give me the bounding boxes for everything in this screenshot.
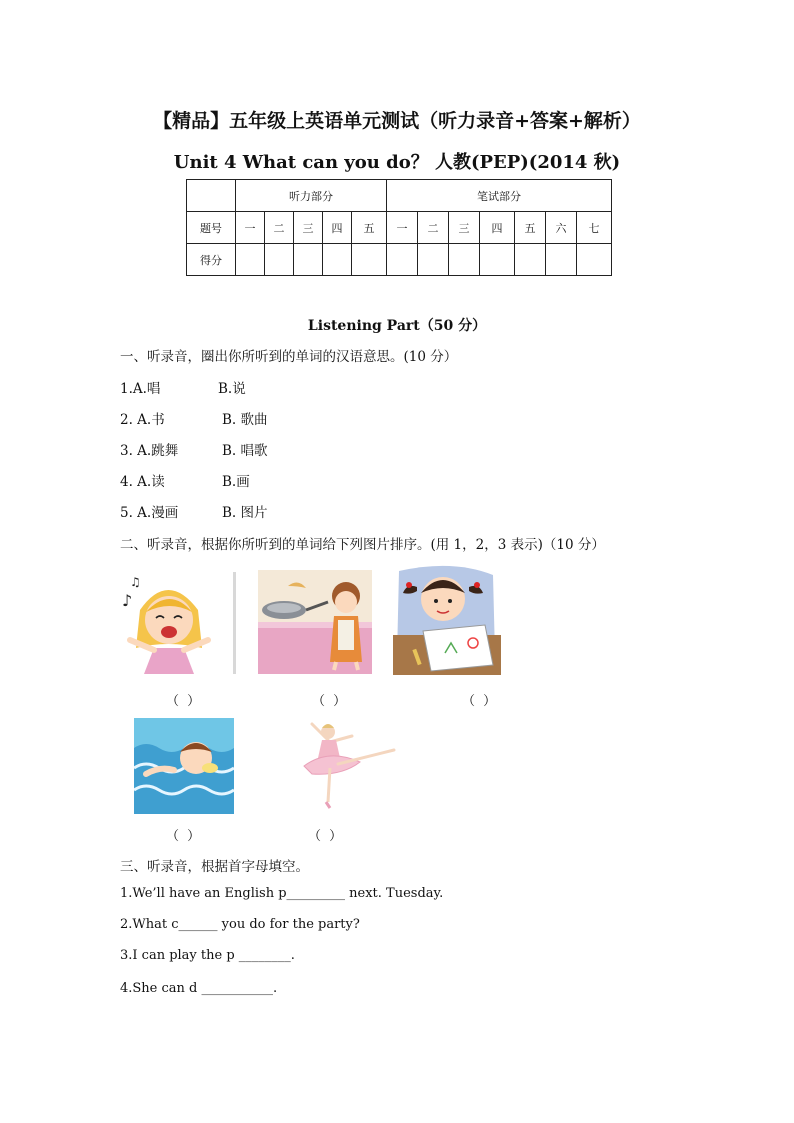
- picture-divider: [233, 572, 236, 674]
- answer-blank[interactable]: （ ）: [312, 694, 349, 709]
- writing-col: 四: [480, 212, 515, 244]
- score-cell[interactable]: [352, 244, 387, 276]
- singing-girl-icon: [118, 570, 218, 676]
- q1-option-b: B. 唱歌: [222, 443, 268, 459]
- svg-text:♪: ♪: [122, 591, 133, 610]
- listening-part-heading: Listening Part（50 分）: [307, 318, 487, 334]
- listening-col: 一: [236, 212, 265, 244]
- swimming-child-icon: [134, 718, 234, 814]
- q1-option-b: B. 图片: [222, 505, 268, 521]
- q1-option-a: 3. A.跳舞: [120, 443, 179, 459]
- score-table-corner: [187, 180, 236, 212]
- q3-instruction: 三、听录音，根据首字母填空。: [120, 859, 309, 875]
- writing-col: 三: [449, 212, 480, 244]
- answer-blank[interactable]: （ ）: [462, 694, 499, 709]
- score-table: [186, 179, 612, 276]
- score-cell[interactable]: [265, 244, 294, 276]
- q1-option-a: 4. A.读: [120, 474, 165, 490]
- q3-sentence: 1.We’ll have an English p_________ next. Tuesday.: [120, 886, 444, 901]
- listening-col: 二: [265, 212, 294, 244]
- q1-option-a: 5. A.漫画: [120, 505, 179, 521]
- writing-col: 六: [546, 212, 577, 244]
- q1-option-b: B.说: [218, 381, 246, 397]
- q1-option-b: B.画: [222, 474, 250, 490]
- listening-part-header: 听力部分: [236, 180, 387, 212]
- drawing-girl-icon: [393, 565, 501, 675]
- listening-col: 四: [323, 212, 352, 244]
- answer-blank[interactable]: （ ）: [308, 829, 345, 844]
- score-cell[interactable]: [294, 244, 323, 276]
- q2-instruction: 二、听录音，根据你所听到的单词给下列图片排序。(用 1，2，3 表示)（10 分）: [120, 537, 605, 553]
- writing-col: 七: [577, 212, 612, 244]
- score-cell[interactable]: [577, 244, 612, 276]
- ballet-dancer-icon: [282, 718, 400, 814]
- score-cell[interactable]: [236, 244, 265, 276]
- document-title: 【精品】五年级上英语单元测试（听力录音+答案+解析）: [153, 110, 641, 132]
- score-cell[interactable]: [323, 244, 352, 276]
- score-cell[interactable]: [480, 244, 515, 276]
- q3-sentence: 4.She can d ___________.: [120, 981, 278, 996]
- listening-col: 三: [294, 212, 323, 244]
- answer-blank[interactable]: （ ）: [166, 829, 203, 844]
- cooking-girl-icon: [258, 570, 372, 674]
- q3-sentence: 3.I can play the p ________.: [120, 948, 295, 963]
- q1-option-a: 1.A.唱: [120, 381, 161, 397]
- score-cell[interactable]: [515, 244, 546, 276]
- writing-col: 二: [418, 212, 449, 244]
- listening-col: 五: [352, 212, 387, 244]
- q3-sentence: 2.What c______ you do for the party?: [120, 917, 360, 932]
- question-number-label: 题号: [187, 212, 236, 244]
- writing-col: 一: [387, 212, 418, 244]
- score-label: 得分: [187, 244, 236, 276]
- score-cell[interactable]: [418, 244, 449, 276]
- score-cell[interactable]: [387, 244, 418, 276]
- score-cell[interactable]: [546, 244, 577, 276]
- q1-instruction: 一、听录音，圈出你所听到的单词的汉语意思。(10 分）: [120, 349, 458, 365]
- q1-option-a: 2. A.书: [120, 412, 165, 428]
- document-subtitle: Unit 4 What can you do？ 人教(PEP)(2014 秋): [173, 152, 621, 173]
- score-cell[interactable]: [449, 244, 480, 276]
- writing-part-header: 笔试部分: [387, 180, 612, 212]
- svg-text:♫: ♫: [130, 575, 141, 589]
- writing-col: 五: [515, 212, 546, 244]
- q1-option-b: B. 歌曲: [222, 412, 268, 428]
- answer-blank[interactable]: （ ）: [166, 694, 203, 709]
